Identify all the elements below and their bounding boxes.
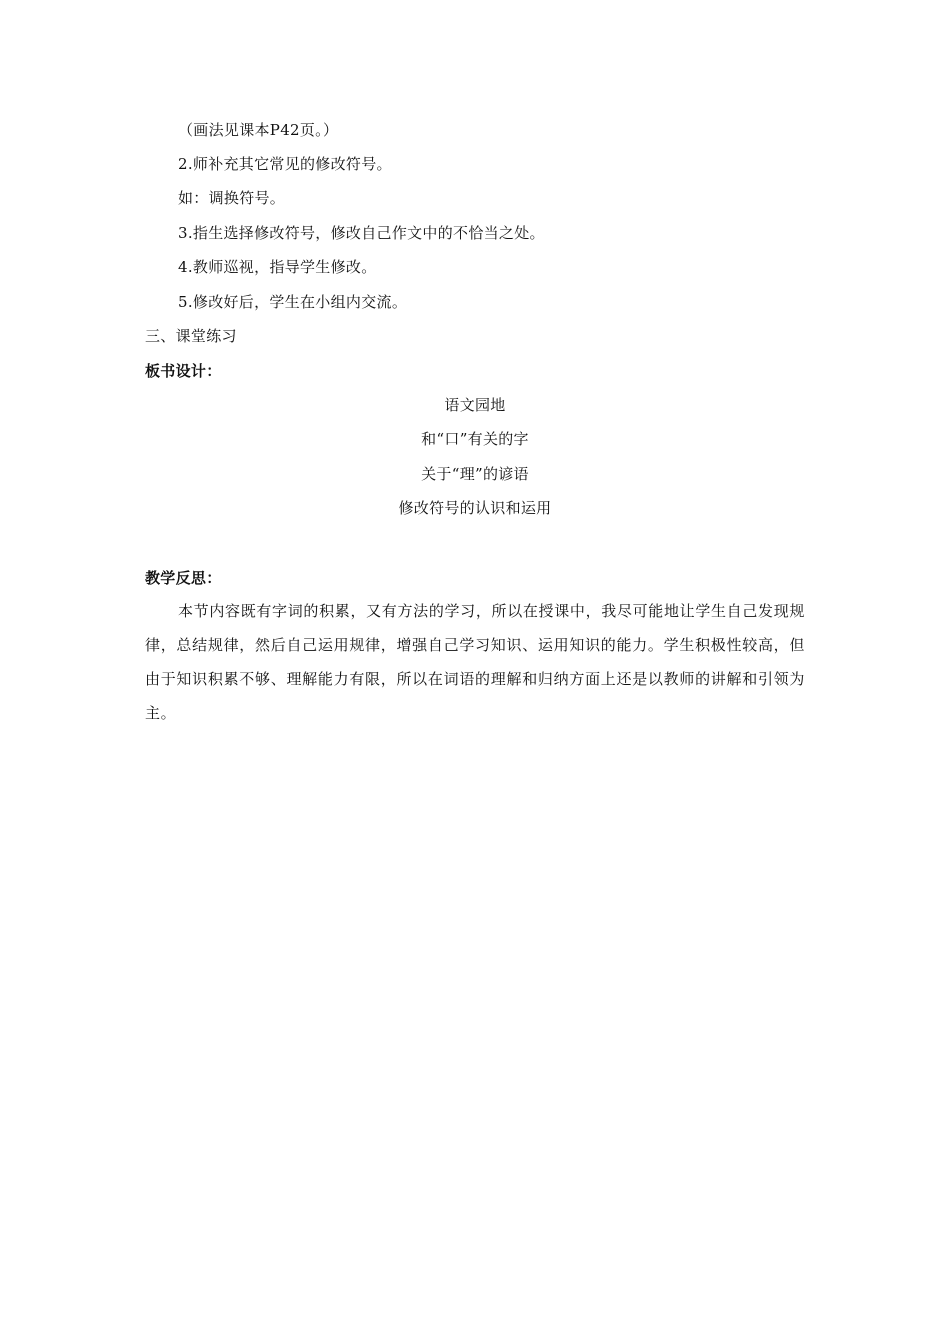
- textbook-reference-note: （画法见课本P42页。）: [178, 121, 339, 139]
- board-line-2: 和“口”有关的字: [421, 430, 529, 448]
- step-2: 2.师补充其它常见的修改符号。: [178, 155, 392, 173]
- board-design-heading: 板书设计：: [145, 362, 222, 380]
- board-line-4: 修改符号的认识和运用: [398, 499, 552, 517]
- board-line-1: 语文园地: [444, 396, 506, 414]
- reflection-heading: 教学反思：: [145, 569, 222, 587]
- step-3: 3.指生选择修改符号，修改自己作文中的不恰当之处。: [178, 224, 545, 242]
- section-3-heading: 三、课堂练习: [145, 327, 237, 345]
- step-5: 5.修改好后，学生在小组内交流。: [178, 293, 408, 311]
- step-4: 4.教师巡视，指导学生修改。: [178, 258, 377, 276]
- board-line-3: 关于“理”的谚语: [421, 465, 529, 483]
- reflection-paragraph: 本节内容既有字词的积累，又有方法的学习，所以在授课中，我尽可能地让学生自己发现规律，总结规律，然后自己运用规律，增强自己学习知识、运用知识的能力。学生积极性较高，但由于知识积累不够、理解能力有限，所以在词语的理解和归纳方面上还是以教师的讲解和引领为主。: [145, 602, 805, 722]
- example-line: 如：调换符号。: [178, 189, 286, 207]
